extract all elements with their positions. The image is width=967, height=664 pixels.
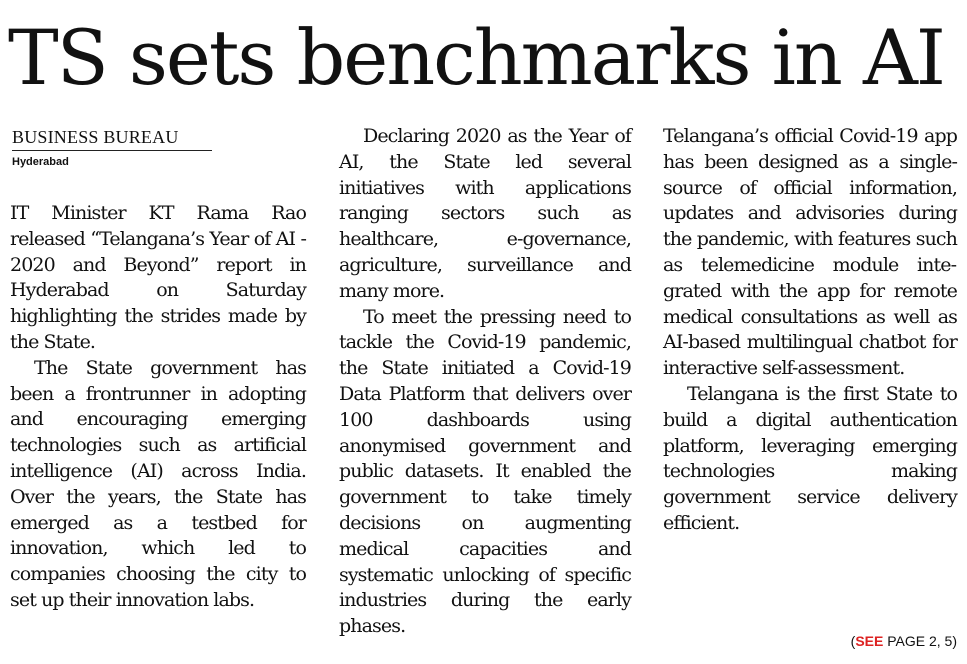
continuation-pages: PAGE 2, 5) [883,633,957,649]
see-label: SEE [855,633,884,649]
continuation-note[interactable] [851,632,957,650]
paragraph-5: Telangana’s official Covid-19 app has been designed as a single-source of official information, updates and advisories during the pandemic, with features such as telemedicine module integrated with the app for remote medical consultations as well as AI-based multilingual chatbot for interactive self-assessment. [663,125,957,380]
continuation-open: ( [850,633,856,649]
article-column-2 [339,124,631,640]
byline: BUSINESS BUREAU [12,126,212,151]
paragraph-4: To meet the pressing need to tackle the Covid-19 pandemic, the State initiated a Covid-19 Data Platform that delivers over 100 dashboards using anonymised government and public datasets. It enabled the government to take timely decisions on augmenting medical capacities and systematic unlocking of specific industries during the early phases. [339,305,631,638]
headline: TS sets benchmarks in AI [8,13,944,102]
article-column-3 [663,124,957,537]
paragraph-2: The State government has been a frontrunner in adopting and encouraging emerging technologies such as artificial intelligence (AI) across India. Over the years, the State has emerged as a testbed for innovation, which led to companies choosing the city to set up their innovation labs. [10,356,306,611]
paragraph-6: Telangana is the first State to build a digital authentication platform, leveraging emerging technologies making government service delivery efficient. [663,382,957,534]
article-column-1 [10,201,306,614]
paragraph-1: IT Minister KT Rama Rao released “Telangana’s Year of AI - 2020 and Beyond” report in Hyderabad on Saturday highlighting the strides made by the State. [10,202,306,353]
paragraph-3: Declaring 2020 as the Year of AI, the State led several initiatives with applications ranging sectors such as healthcare, e-governance, agriculture, surveillance and many more. [339,125,631,302]
dateline: Hyderabad [12,156,69,168]
